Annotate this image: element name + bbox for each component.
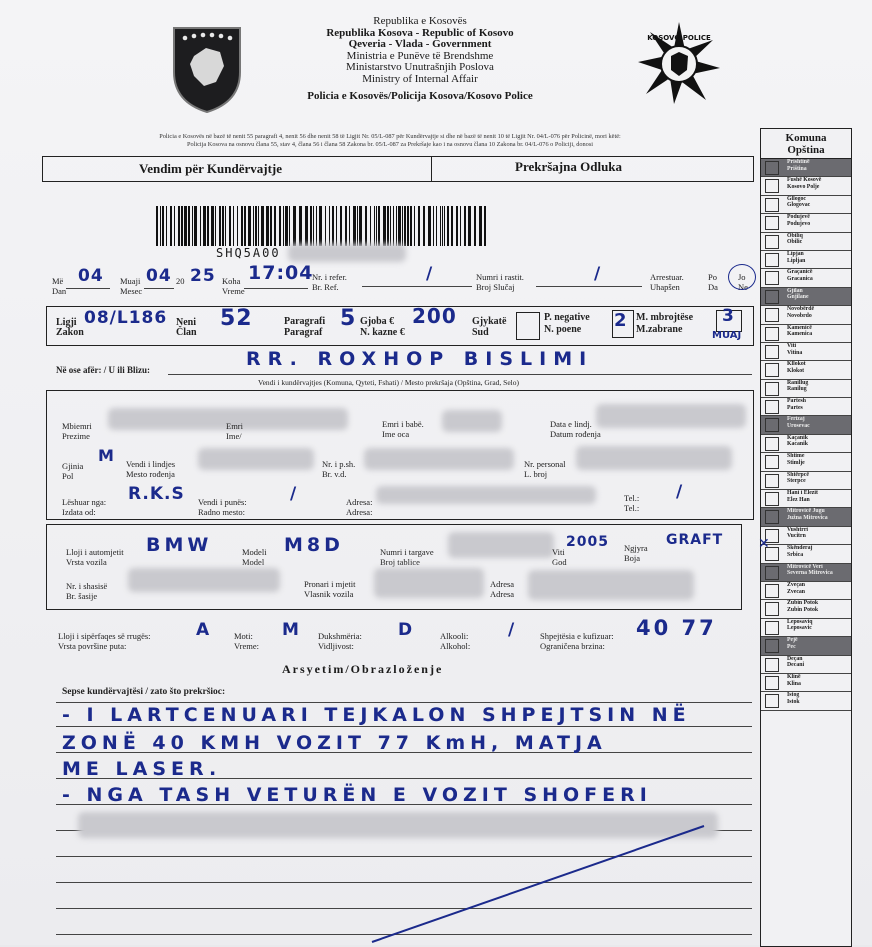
value-issued-by: R.K.S <box>128 484 185 504</box>
municipality-row[interactable] <box>761 398 851 416</box>
municipality-name-sq: Istog <box>787 692 800 699</box>
header-line-2: Republika Kosova - Republic of Kosovo <box>326 26 514 39</box>
label-phone: Tel.: Tel.: <box>624 493 640 513</box>
reasoning-line-4: - NGA TASH VETURËN E VOZIT SHOFERI <box>62 784 652 806</box>
municipality-name-sr: Sterpce <box>787 478 806 485</box>
label-alcohol: Alkooli: Alkohol: <box>440 631 471 651</box>
barcode-text: SHQ5A00 <box>216 246 281 260</box>
municipality-checkbox[interactable] <box>765 658 779 672</box>
municipality-row[interactable] <box>761 545 851 563</box>
label-gender: Gjinia Pol <box>62 461 84 481</box>
municipality-name-sq: Skënderaj <box>787 545 813 552</box>
municipality-checkbox[interactable] <box>765 253 779 267</box>
label-court: Gjykatë Sud <box>472 316 507 338</box>
header-line-6: Ministry of Internal Affair <box>362 72 478 85</box>
value-vehicle-year: 2005 <box>566 534 609 550</box>
municipality-row[interactable] <box>761 600 851 618</box>
value-measure-unit: MUAJ <box>712 330 742 341</box>
municipality-name-sq: Zveçan <box>787 581 806 588</box>
municipality-name-sr: Priština <box>787 165 807 172</box>
municipality-row[interactable] <box>761 361 851 379</box>
municipality-row[interactable] <box>761 435 851 453</box>
municipality-name-sr: Lipljan <box>787 257 806 264</box>
label-personal-number: Nr. personal L. broj <box>524 459 566 479</box>
label-owner: Pronari i mjetit Vlasnik vozila <box>304 579 356 599</box>
municipality-checkbox[interactable] <box>765 363 779 377</box>
municipality-name-sr: Urosevac <box>787 423 810 430</box>
court-checkbox[interactable] <box>516 312 540 340</box>
municipality-name-sq: Deçan <box>787 655 803 662</box>
municipality-name-sq: Leposaviq <box>787 618 813 625</box>
legal-basis-sr: Policija Kosova na osnovu člana 55, stav 4, člana 56 i člana 58 Zakona br. 05/L-087 za Prekršaje kao i na osnovu člana 10 Zakona br. 04/L-076 o Policiji, donosi <box>186 141 594 148</box>
municipality-row[interactable] <box>761 196 851 214</box>
municipality-name-sq: Gllogoc <box>787 195 806 202</box>
municipality-row[interactable] <box>761 380 851 398</box>
municipality-checkbox[interactable] <box>765 345 779 359</box>
municipality-name-sr: Kamenica <box>787 331 813 338</box>
value-month: 04 <box>146 266 172 286</box>
municipality-name-sr: Leposavic <box>787 625 812 632</box>
municipality-checkbox[interactable] <box>765 676 779 690</box>
municipality-checkbox[interactable] <box>765 639 779 653</box>
municipality-row[interactable] <box>761 582 851 600</box>
label-points: P. negative N. poene <box>544 312 590 335</box>
municipality-name-sr: Vitina <box>787 349 803 356</box>
municipality-checkbox[interactable] <box>765 235 779 249</box>
redacted-birthplace <box>198 448 314 470</box>
municipality-name-sr: Partes <box>787 404 803 411</box>
title-albanian: Vendim për Kundërvajtje <box>139 161 282 176</box>
redacted-barcode-number <box>288 244 406 262</box>
value-points: 2 <box>614 310 628 331</box>
label-arrested: Arrestuar. Uhapšen <box>650 272 684 292</box>
municipality-row[interactable] <box>761 269 851 287</box>
municipality-name-sq: Viti <box>787 342 797 349</box>
municipality-checkbox[interactable] <box>765 179 779 193</box>
municipality-row[interactable] <box>761 325 851 343</box>
reasoning-label: Sepse kundërvajtësi / zato što prekršioc: <box>62 687 226 697</box>
label-surname: Mbiemri Prezime <box>62 421 92 441</box>
value-fine: 200 <box>412 304 457 328</box>
label-color: Ngjyra Boja <box>624 543 648 563</box>
label-month: Muaji Mesec <box>120 276 143 296</box>
municipality-name-sq: Kllokot <box>787 361 806 368</box>
redacted-address <box>376 486 596 504</box>
value-vehicle-make: BMW <box>146 534 213 556</box>
municipality-name-sr: Pec <box>787 643 796 650</box>
value-time: 17:04 <box>248 262 314 284</box>
label-paragraph: Paragrafi Paragraf <box>284 316 326 338</box>
municipality-name-sq: Ranillug <box>787 379 809 386</box>
municipality-column <box>760 128 852 947</box>
label-chassis: Nr. i shasisë Br. šasije <box>66 581 108 601</box>
location-sublabel: Vendi i kundërvajtjes (Komuna, Qyteti, Fshati) / Mesto prekršaja (Opština, Grad, Selo) <box>258 378 519 387</box>
label-case: Numri i rastit. Broj Slučaj <box>476 272 524 292</box>
municipality-checkbox[interactable] <box>765 308 779 322</box>
value-speed: 40 77 <box>636 616 717 640</box>
header-line-5: Ministarstvo Unutrašnjih Poslova <box>346 61 494 73</box>
label-father-name: Emri i babë. Ime oca <box>382 419 424 439</box>
legal-basis <box>20 133 760 149</box>
label-birthdate: Data e lindj. Datum rođenja <box>550 419 601 439</box>
municipality-name-sq: Shtime <box>787 453 805 460</box>
value-measure: 3 <box>722 306 735 326</box>
municipality-row[interactable] <box>761 416 851 434</box>
label-model: Modeli Model <box>242 547 267 567</box>
municipality-name-sr: Gracanica <box>787 275 813 282</box>
municipality-name-sq: Graçanicë <box>787 269 813 276</box>
label-owner-address: Adresa Adresa <box>490 579 515 599</box>
municipality-row[interactable] <box>761 527 851 545</box>
municipality-checkbox[interactable] <box>765 418 779 432</box>
municipality-name-sq: Mitrovicë Veri <box>787 563 823 570</box>
municipality-name-sr: Ranilug <box>787 386 807 393</box>
municipality-row[interactable] <box>761 564 851 582</box>
label-law: Ligji Zakon <box>56 317 84 338</box>
value-paragraph: 5 <box>340 306 357 331</box>
municipality-row[interactable] <box>761 343 851 361</box>
municipality-row[interactable] <box>761 233 851 251</box>
municipality-row[interactable] <box>761 177 851 195</box>
municipality-checkbox[interactable] <box>765 216 779 230</box>
label-workplace: Vendi i punës: Radno mesto: <box>198 497 247 517</box>
municipality-checkbox[interactable] <box>765 584 779 598</box>
municipality-checkbox[interactable] <box>765 455 779 469</box>
redacted-plate <box>448 532 554 558</box>
municipality-name-sq: Shtërpcë <box>787 471 809 478</box>
municipality-name-sr: Decani <box>787 662 805 669</box>
municipality-row[interactable] <box>761 674 851 692</box>
arrested-no-circle <box>728 264 756 290</box>
reasoning-line-1: - I LARTCENUARI TEJKALON SHPEJTSIN NË <box>62 704 691 726</box>
value-alcohol: / <box>508 620 516 640</box>
municipality-list <box>761 159 851 711</box>
municipality-checkbox[interactable] <box>765 382 779 396</box>
label-time: Koha Vreme <box>222 276 245 296</box>
value-year: 25 <box>190 266 216 286</box>
municipality-name-sq: Novobërdë <box>787 306 815 313</box>
municipality-checkbox[interactable] <box>765 290 779 304</box>
label-me: Më Dan <box>52 276 67 296</box>
value-case: / <box>594 264 602 284</box>
municipality-name-sr: Podujevo <box>787 220 811 227</box>
value-article: 52 <box>220 306 253 331</box>
municipality-header-sr: Opština <box>787 144 825 156</box>
municipality-name-sr: Gnjilane <box>787 294 809 301</box>
barcode <box>156 206 490 248</box>
redacted-chassis <box>128 568 280 592</box>
title-box <box>42 156 754 182</box>
municipality-row[interactable] <box>761 159 851 177</box>
municipality-row[interactable] <box>761 472 851 490</box>
municipality-name-sq: Partesh <box>787 398 806 405</box>
municipality-row[interactable] <box>761 214 851 232</box>
reasoning-title: Arsyetim/Obrazloženje <box>282 662 444 676</box>
municipality-row[interactable] <box>761 508 851 526</box>
reasoning-line-3: ME LASER. <box>62 758 222 780</box>
ministry-header <box>250 16 590 103</box>
label-issued-by: Lëshuar nga: Izdata od: <box>62 497 107 517</box>
label-speed-limit: Shpejtësia e kufizuar: Ograničena brzina: <box>540 631 614 651</box>
municipality-name-sr: Klina <box>787 680 801 687</box>
municipality-name-sr: Zubin Potok <box>787 606 819 613</box>
redacted-owner-address <box>528 570 694 600</box>
municipality-checkbox[interactable] <box>765 510 779 524</box>
signature-stroke <box>370 820 710 945</box>
municipality-name-sr: Kosovo Polje <box>787 183 820 190</box>
municipality-checkbox[interactable] <box>765 602 779 616</box>
value-model: M8D <box>284 534 344 556</box>
municipality-name-sq: Pejë <box>787 637 798 644</box>
municipality-name-sr: Novobrdo <box>787 312 812 319</box>
label-jo-ne: Jo Ne <box>738 272 748 292</box>
municipality-name-sr: Stimlje <box>787 459 805 466</box>
municipality-name-sq: Vushtrri <box>787 526 809 533</box>
value-road-surface: A <box>196 620 211 640</box>
municipality-checkbox[interactable] <box>765 621 779 635</box>
municipality-name-sq: Zubin Potok <box>787 600 819 607</box>
municipality-name-sq: Hani i Elezit <box>787 490 818 497</box>
municipality-checkbox[interactable] <box>765 161 779 175</box>
municipality-name-sr: Glogovac <box>787 202 811 209</box>
value-weather: M <box>282 620 300 640</box>
value-phone: / <box>676 482 684 502</box>
municipality-name-sq: Ferizaj <box>787 416 805 423</box>
label-ref: Nr. i refer. Br. Ref. <box>312 272 347 292</box>
municipality-checkbox[interactable] <box>765 694 779 708</box>
municipality-checkbox[interactable] <box>765 400 779 414</box>
value-ref: / <box>426 264 434 284</box>
header-line-4: Ministria e Punëve të Brendshme <box>346 49 494 62</box>
municipality-name-sq: Kamenicë <box>787 324 812 331</box>
municipality-checkbox[interactable] <box>765 198 779 212</box>
municipality-row[interactable] <box>761 692 851 710</box>
municipality-name-sr: Zvecan <box>787 588 806 595</box>
value-location: RR. ROXHOP BISLIMI <box>246 348 594 370</box>
municipality-header <box>761 129 851 159</box>
legal-basis-sq: Policia e Kosovës në bazë të nenit 55 paragrafi 4, nenit 56 dhe nenit 58 të Ligjit Nr. 05/L-087 për Kundërvajtje si dhe në bazë të nenit 10 të Ligjit Nr. 04/L-076 për Policinë, mori këtë: <box>159 133 621 140</box>
police-badge-text: KOSOVO POLICE <box>647 34 711 42</box>
value-gender: M <box>98 446 115 465</box>
label-po-da: Po Da <box>708 272 718 292</box>
value-color: GRAFT <box>666 532 724 548</box>
label-location: Në ose afër: / U ili Blizu: <box>56 365 150 375</box>
municipality-checkbox[interactable] <box>765 437 779 451</box>
municipality-name-sr: Srbica <box>787 551 804 558</box>
municipality-row[interactable] <box>761 306 851 324</box>
label-year-prefix: 20 <box>176 276 185 286</box>
redacted-personal-number <box>576 446 732 470</box>
label-name: Emri Ime/ <box>226 421 243 441</box>
title-divider <box>431 157 432 181</box>
municipality-checkbox[interactable] <box>765 474 779 488</box>
label-weather: Moti: Vreme: <box>234 631 259 651</box>
label-vehicle-type: Lloji i automjetit Vrsta vozila <box>66 547 124 567</box>
label-vehicle-year: Viti God <box>552 547 567 567</box>
municipality-row[interactable] <box>761 251 851 269</box>
value-day: 04 <box>78 266 104 286</box>
header-line-1: Republika e Kosovës <box>373 15 467 27</box>
redacted-owner <box>374 568 484 598</box>
municipality-row[interactable] <box>761 637 851 655</box>
label-address: Adresa: Adresa: <box>346 497 373 517</box>
municipality-name-sq: Lipjan <box>787 250 804 257</box>
label-birthplace: Vendi i lindjes Mesto rođenja <box>126 459 176 479</box>
municipality-name-sq: Podujevë <box>787 214 810 221</box>
municipality-name-sq: Prishtinë <box>787 159 810 165</box>
municipality-name-sq: Mitrovicë Jugu <box>787 508 825 515</box>
municipality-row[interactable] <box>761 619 851 637</box>
label-visibility: Dukshmëria: Vidljivost: <box>318 631 362 651</box>
reasoning-line-2: ZONË 40 KMH VOZIT 77 KmH, MATJA <box>62 732 607 754</box>
kosovo-coat-of-arms-icon <box>170 24 244 114</box>
value-law: 08/L186 <box>84 308 168 328</box>
label-id-number: Nr. i p.sh. Br. v.d. <box>322 459 356 479</box>
municipality-header-sq: Komuna <box>785 132 827 144</box>
municipality-row[interactable] <box>761 656 851 674</box>
municipality-name-sq: Fushë Kosovë <box>787 177 822 184</box>
municipality-name-sq: Gjilan <box>787 287 803 294</box>
municipality-name-sr: Obilic <box>787 239 803 246</box>
header-line-3: Qeveria - Vlada - Government <box>348 38 492 50</box>
municipality-name-sr: Kacanik <box>787 441 808 448</box>
label-protective-measure: M. mbrojtëse M.zabrane <box>636 312 694 335</box>
municipality-name-sr: Istok <box>787 698 800 705</box>
municipality-checkbox[interactable] <box>765 566 779 580</box>
header-line-7: Policia e Kosovës/Policija Kosova/Kosovo Police <box>307 90 533 102</box>
municipality-name-sr: Južna Mitrovica <box>787 515 828 522</box>
municipality-name-sr: Klokot <box>787 367 805 374</box>
title-serbian: Prekršajna Odluka <box>515 159 623 174</box>
label-fine: Gjoba € N. kazne € <box>360 316 405 338</box>
value-workplace: / <box>290 484 298 504</box>
value-visibility: D <box>398 620 414 640</box>
municipality-name-sq: Obiliq <box>787 232 803 239</box>
redacted-birthdate <box>596 404 746 428</box>
municipality-row[interactable] <box>761 490 851 508</box>
municipality-name-sr: Vucitrn <box>787 533 806 540</box>
kosovo-police-badge-icon <box>636 20 722 106</box>
municipality-row[interactable] <box>761 288 851 306</box>
municipality-name-sr: Severna Mitrovica <box>787 570 833 577</box>
redacted-father-name <box>442 410 502 432</box>
municipality-checkbox[interactable] <box>765 271 779 285</box>
municipality-name-sr: Elez Han <box>787 496 810 503</box>
redacted-id-number <box>364 448 514 470</box>
municipality-checkbox[interactable] <box>765 327 779 341</box>
label-road-surface: Lloji i sipërfaqes së rrugës: Vrsta površine puta: <box>58 631 151 651</box>
municipality-name-sq: Klinë <box>787 673 801 680</box>
municipality-row[interactable] <box>761 453 851 471</box>
label-article: Neni Član <box>176 317 197 338</box>
ferizaj-check-mark: ✕ <box>758 536 771 552</box>
municipality-name-sq: Kaçanik <box>787 434 808 441</box>
label-plate: Numri i targave Broj tablice <box>380 547 434 567</box>
municipality-checkbox[interactable] <box>765 492 779 506</box>
